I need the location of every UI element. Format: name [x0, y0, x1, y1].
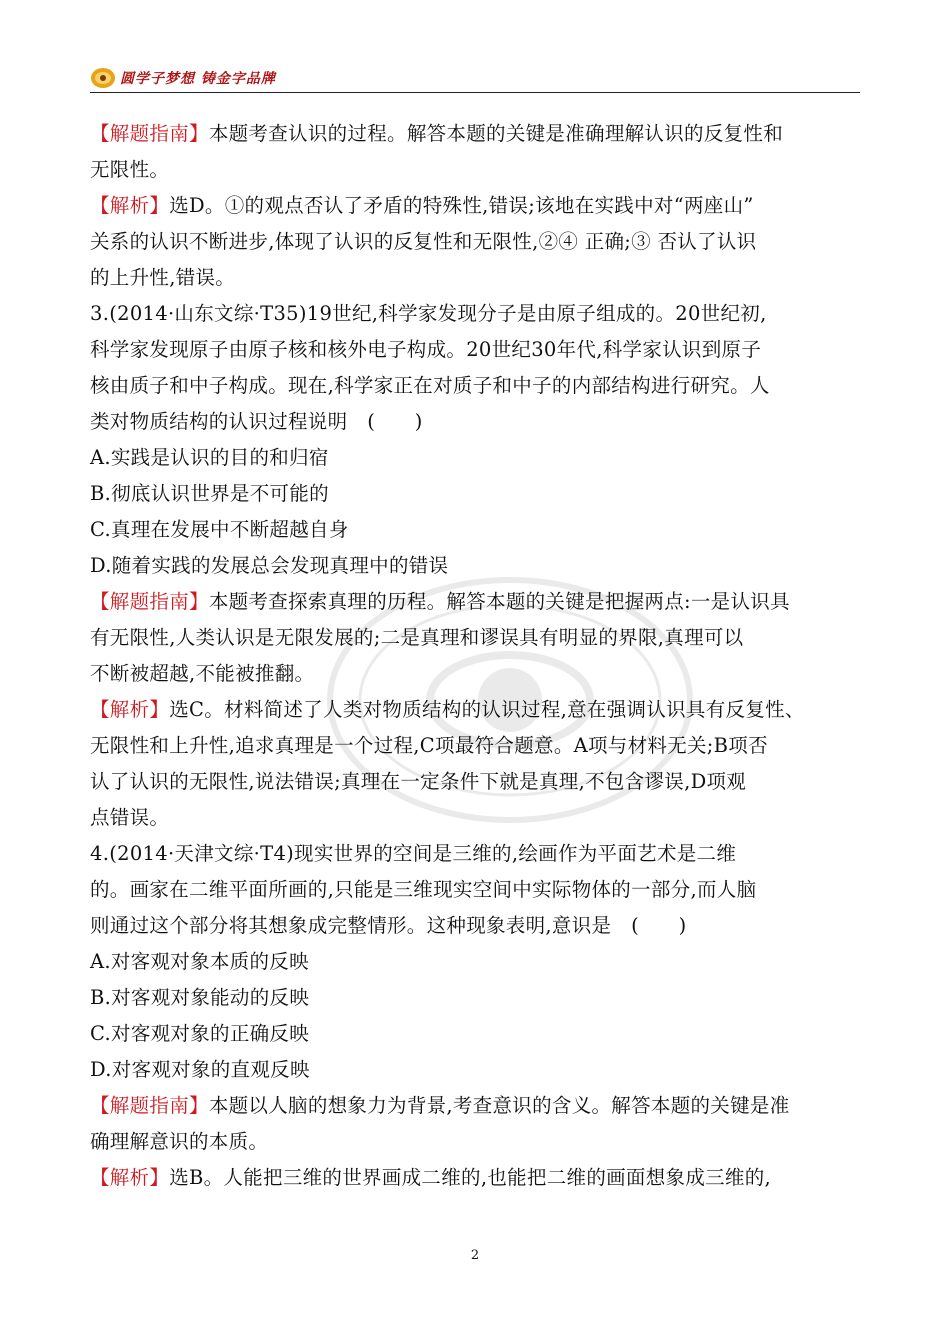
- text-line: [90, 800, 862, 836]
- text-line: [90, 296, 862, 332]
- line-text: 无限性。: [90, 158, 170, 181]
- line-text: 的上升性,错误。: [90, 266, 236, 289]
- line-text: 不断被超越,不能被推翻。: [90, 662, 315, 685]
- text-line: [90, 440, 862, 476]
- line-text: 认了认识的无限性,说法错误;真理在一定条件下就是真理,不包含谬误,D项观: [90, 770, 747, 793]
- text-line: [90, 1124, 862, 1160]
- line-text: A.对客观对象本质的反映: [90, 950, 309, 973]
- header-slogan: 圆学子梦想 铸金字品牌: [120, 71, 276, 87]
- line-text: 有无限性,人类认识是无限发展的;二是真理和谬误具有明显的界限,真理可以: [90, 626, 744, 649]
- text-line: [90, 368, 862, 404]
- line-text: 选D。①的观点否认了矛盾的特殊性,错误;该地在实践中对“两座山”: [169, 194, 754, 217]
- text-line: [90, 908, 862, 944]
- document-body: [90, 116, 862, 1196]
- logo-icon: [90, 65, 116, 89]
- line-text: B.对客观对象能动的反映: [90, 986, 310, 1009]
- text-line: [90, 260, 862, 296]
- page-number: 2: [470, 1248, 480, 1263]
- text-line: [90, 944, 862, 980]
- text-line: [90, 764, 862, 800]
- section-tag: 【解析】: [90, 1166, 170, 1189]
- text-line: [90, 476, 862, 512]
- line-text: C.真理在发展中不断超越自身: [90, 518, 349, 541]
- line-text: 关系的认识不断进步,体现了认识的反复性和无限性,②④ 正确;③ 否认了认识: [90, 230, 757, 253]
- text-line: [90, 1052, 862, 1088]
- page-header: [90, 62, 860, 94]
- line-text: 3.(2014·山东文综·T35)19世纪,科学家发现分子是由原子组成的。20世纪初,: [90, 302, 767, 325]
- text-line: [90, 1088, 862, 1124]
- text-line: [90, 620, 862, 656]
- text-line: [90, 584, 862, 620]
- line-text: 选C。材料简述了人类对物质结构的认识过程,意在强调认识具有反复性、: [169, 698, 805, 721]
- line-text: 的。画家在二维平面所画的,只能是三维现实空间中实际物体的一部分,而人脑: [90, 878, 757, 901]
- text-line: [90, 980, 862, 1016]
- text-line: [90, 1160, 862, 1196]
- section-tag: 【解题指南】: [90, 122, 209, 145]
- line-text: 本题以人脑的想象力为背景,考查意识的含义。解答本题的关键是准: [208, 1094, 790, 1117]
- line-text: 本题考查探索真理的历程。解答本题的关键是把握两点:一是认识具: [208, 590, 790, 613]
- line-text: C.对客观对象的正确反映: [90, 1022, 310, 1045]
- line-text: 选B。人能把三维的世界画成二维的,也能把二维的画面想象成三维的,: [169, 1166, 772, 1189]
- text-line: [90, 728, 862, 764]
- line-text: 则通过这个部分将其想象成完整情形。这种现象表明,意识是 ( ): [90, 914, 687, 937]
- line-text: 类对物质结构的认识过程说明 ( ): [90, 410, 423, 433]
- section-tag: 【解析】: [90, 194, 170, 217]
- line-text: 无限性和上升性,追求真理是一个过程,C项最符合题意。A项与材料无关;B项否: [90, 734, 768, 757]
- text-line: [90, 872, 862, 908]
- text-line: [90, 116, 862, 152]
- text-line: [90, 512, 862, 548]
- text-line: [90, 548, 862, 584]
- line-text: 点错误。: [90, 806, 170, 829]
- text-line: [90, 332, 862, 368]
- text-line: [90, 224, 862, 260]
- line-text: D.对客观对象的直观反映: [90, 1058, 310, 1081]
- line-text: 科学家发现原子由原子核和核外电子构成。20世纪30年代,科学家认识到原子: [90, 338, 762, 361]
- section-tag: 【解析】: [90, 698, 170, 721]
- header-divider: [90, 92, 860, 93]
- line-text: 本题考查认识的过程。解答本题的关键是准确理解认识的反复性和: [208, 122, 784, 145]
- text-line: [90, 152, 862, 188]
- text-line: [90, 1016, 862, 1052]
- text-line: [90, 656, 862, 692]
- line-text: 确理解意识的本质。: [90, 1130, 269, 1153]
- line-text: D.随着实践的发展总会发现真理中的错误: [90, 554, 449, 577]
- line-text: 核由质子和中子构成。现在,科学家正在对质子和中子的内部结构进行研究。人: [90, 374, 770, 397]
- line-text: A.实践是认识的目的和归宿: [90, 446, 329, 469]
- line-text: 4.(2014·天津文综·T4)现实世界的空间是三维的,绘画作为平面艺术是二维: [90, 842, 737, 865]
- text-line: [90, 836, 862, 872]
- section-tag: 【解题指南】: [90, 590, 209, 613]
- text-line: [90, 692, 862, 728]
- line-text: B.彻底认识世界是不可能的: [90, 482, 329, 505]
- text-line: [90, 188, 862, 224]
- text-line: [90, 404, 862, 440]
- section-tag: 【解题指南】: [90, 1094, 209, 1117]
